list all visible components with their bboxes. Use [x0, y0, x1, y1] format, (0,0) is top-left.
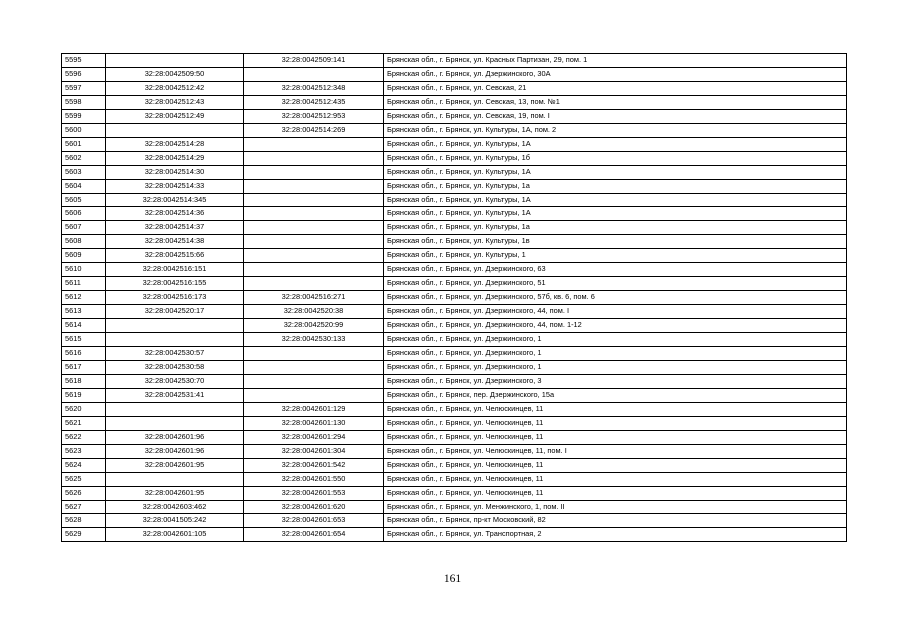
cadastral-number-cell: 32:28:0042515:66 — [106, 249, 244, 263]
table-row — [62, 123, 847, 137]
object-cadastral-number-cell: 32:28:0042514:269 — [244, 123, 384, 137]
row-number-cell: 5618 — [62, 374, 106, 388]
table-row — [62, 277, 847, 291]
cadastral-number-cell: 32:28:0042512:49 — [106, 109, 244, 123]
object-cadastral-number-cell — [244, 277, 384, 291]
table-row — [62, 388, 847, 402]
object-cadastral-number-cell: 32:28:0042601:130 — [244, 416, 384, 430]
cadastral-number-cell: 32:28:0042530:58 — [106, 360, 244, 374]
cadastral-number-cell — [106, 123, 244, 137]
table-row — [62, 458, 847, 472]
row-number-cell: 5624 — [62, 458, 106, 472]
cadastral-number-cell: 32:28:0042601:96 — [106, 430, 244, 444]
address-cell: Брянская обл., г. Брянск, пр-кт Московский, 82 — [384, 514, 847, 528]
cadastral-number-cell — [106, 319, 244, 333]
object-cadastral-number-cell — [244, 249, 384, 263]
cadastral-number-cell: 32:28:0042516:155 — [106, 277, 244, 291]
address-cell: Брянская обл., г. Брянск, ул. Дзержинского, 1 — [384, 347, 847, 361]
cadastral-number-cell — [106, 54, 244, 68]
table-row — [62, 319, 847, 333]
table-row — [62, 347, 847, 361]
table-row — [62, 374, 847, 388]
table-row — [62, 193, 847, 207]
cadastral-number-cell: 32:28:0042514:30 — [106, 165, 244, 179]
address-cell: Брянская обл., г. Брянск, ул. Челюскинцев, 11 — [384, 416, 847, 430]
cadastral-number-cell — [106, 416, 244, 430]
table-row — [62, 514, 847, 528]
table-row — [62, 291, 847, 305]
address-cell: Брянская обл., г. Брянск, ул. Челюскинцев, 11 — [384, 430, 847, 444]
table-row — [62, 235, 847, 249]
object-cadastral-number-cell: 32:28:0042601:294 — [244, 430, 384, 444]
row-number-cell: 5606 — [62, 207, 106, 221]
table-row — [62, 137, 847, 151]
address-cell: Брянская обл., г. Брянск, ул. Культуры, 1А — [384, 207, 847, 221]
object-cadastral-number-cell — [244, 151, 384, 165]
address-cell: Брянская обл., г. Брянск, ул. Культуры, 1в — [384, 235, 847, 249]
object-cadastral-number-cell — [244, 179, 384, 193]
row-number-cell: 5596 — [62, 67, 106, 81]
cadastral-number-cell: 32:28:0042514:36 — [106, 207, 244, 221]
table-row — [62, 444, 847, 458]
cadastral-number-cell — [106, 402, 244, 416]
address-cell: Брянская обл., г. Брянск, ул. Культуры, 1А — [384, 137, 847, 151]
object-cadastral-number-cell: 32:28:0042601:550 — [244, 472, 384, 486]
row-number-cell: 5617 — [62, 360, 106, 374]
address-cell: Брянская обл., г. Брянск, ул. Транспортная, 2 — [384, 528, 847, 542]
table-row — [62, 333, 847, 347]
row-number-cell: 5626 — [62, 486, 106, 500]
cadastral-number-cell: 32:28:0042601:96 — [106, 444, 244, 458]
cadastral-number-cell — [106, 333, 244, 347]
object-cadastral-number-cell: 32:28:0042520:99 — [244, 319, 384, 333]
table-row — [62, 81, 847, 95]
object-cadastral-number-cell: 32:28:0042601:304 — [244, 444, 384, 458]
cadastral-number-cell: 32:28:0042509:50 — [106, 67, 244, 81]
object-cadastral-number-cell: 32:28:0042520:38 — [244, 305, 384, 319]
object-cadastral-number-cell — [244, 263, 384, 277]
address-cell: Брянская обл., г. Брянск, ул. Культуры, 1б — [384, 151, 847, 165]
table-row — [62, 486, 847, 500]
row-number-cell: 5602 — [62, 151, 106, 165]
object-cadastral-number-cell: 32:28:0042512:435 — [244, 95, 384, 109]
cadastral-number-cell: 32:28:0042514:345 — [106, 193, 244, 207]
row-number-cell: 5608 — [62, 235, 106, 249]
table-row — [62, 249, 847, 263]
row-number-cell: 5598 — [62, 95, 106, 109]
address-cell: Брянская обл., г. Брянск, ул. Культуры, 1А — [384, 193, 847, 207]
address-cell: Брянская обл., г. Брянск, ул. Менжинского, 1, пом. II — [384, 500, 847, 514]
cadastral-number-cell: 32:28:0042603:462 — [106, 500, 244, 514]
address-cell: Брянская обл., г. Брянск, ул. Культуры, 1 — [384, 249, 847, 263]
cadastral-number-cell: 32:28:0042514:29 — [106, 151, 244, 165]
row-number-cell: 5625 — [62, 472, 106, 486]
address-cell: Брянская обл., г. Брянск, ул. Дзержинского, 1 — [384, 333, 847, 347]
registry-table — [61, 53, 847, 542]
address-cell: Брянская обл., г. Брянск, ул. Красных Партизан, 29, пом. 1 — [384, 54, 847, 68]
cadastral-number-cell: 32:28:0042520:17 — [106, 305, 244, 319]
table-row — [62, 165, 847, 179]
row-number-cell: 5619 — [62, 388, 106, 402]
address-cell: Брянская обл., г. Брянск, ул. Севская, 21 — [384, 81, 847, 95]
object-cadastral-number-cell: 32:28:0042601:129 — [244, 402, 384, 416]
object-cadastral-number-cell: 32:28:0042601:542 — [244, 458, 384, 472]
cadastral-number-cell: 32:28:0042516:151 — [106, 263, 244, 277]
object-cadastral-number-cell: 32:28:0042516:271 — [244, 291, 384, 305]
object-cadastral-number-cell — [244, 193, 384, 207]
address-cell: Брянская обл., г. Брянск, ул. Дзержинского, 57б, кв. 6, пом. 6 — [384, 291, 847, 305]
address-cell: Брянская обл., г. Брянск, ул. Челюскинцев, 11 — [384, 486, 847, 500]
row-number-cell: 5621 — [62, 416, 106, 430]
row-number-cell: 5612 — [62, 291, 106, 305]
cadastral-number-cell: 32:28:0042530:57 — [106, 347, 244, 361]
cadastral-number-cell: 32:28:0042514:37 — [106, 221, 244, 235]
table-row — [62, 500, 847, 514]
cadastral-number-cell: 32:28:0042601:95 — [106, 486, 244, 500]
table-row — [62, 360, 847, 374]
row-number-cell: 5623 — [62, 444, 106, 458]
row-number-cell: 5601 — [62, 137, 106, 151]
row-number-cell: 5597 — [62, 81, 106, 95]
object-cadastral-number-cell: 32:28:0042601:553 — [244, 486, 384, 500]
table-row — [62, 263, 847, 277]
address-cell: Брянская обл., г. Брянск, ул. Дзержинского, 1 — [384, 360, 847, 374]
object-cadastral-number-cell — [244, 374, 384, 388]
table-row — [62, 109, 847, 123]
object-cadastral-number-cell — [244, 360, 384, 374]
table-row — [62, 416, 847, 430]
cadastral-number-cell: 32:28:0042514:28 — [106, 137, 244, 151]
object-cadastral-number-cell — [244, 137, 384, 151]
address-cell: Брянская обл., г. Брянск, ул. Челюскинцев, 11 — [384, 472, 847, 486]
table-row — [62, 207, 847, 221]
row-number-cell: 5595 — [62, 54, 106, 68]
object-cadastral-number-cell — [244, 207, 384, 221]
row-number-cell: 5604 — [62, 179, 106, 193]
row-number-cell: 5614 — [62, 319, 106, 333]
table-row — [62, 179, 847, 193]
row-number-cell: 5609 — [62, 249, 106, 263]
cadastral-number-cell: 32:28:0042530:70 — [106, 374, 244, 388]
cadastral-number-cell: 32:28:0042601:95 — [106, 458, 244, 472]
table-row — [62, 151, 847, 165]
address-cell: Брянская обл., г. Брянск, ул. Культуры, 1А, пом. 2 — [384, 123, 847, 137]
address-cell: Брянская обл., г. Брянск, ул. Дзержинского, 44, пом. 1-12 — [384, 319, 847, 333]
address-cell: Брянская обл., г. Брянск, ул. Севская, 19, пом. I — [384, 109, 847, 123]
address-cell: Брянская обл., г. Брянск, ул. Культуры, 1А — [384, 165, 847, 179]
object-cadastral-number-cell: 32:28:0042601:620 — [244, 500, 384, 514]
row-number-cell: 5611 — [62, 277, 106, 291]
row-number-cell: 5615 — [62, 333, 106, 347]
object-cadastral-number-cell: 32:28:0042512:953 — [244, 109, 384, 123]
row-number-cell: 5629 — [62, 528, 106, 542]
row-number-cell: 5599 — [62, 109, 106, 123]
object-cadastral-number-cell — [244, 67, 384, 81]
table-row — [62, 402, 847, 416]
row-number-cell: 5607 — [62, 221, 106, 235]
object-cadastral-number-cell: 32:28:0042509:141 — [244, 54, 384, 68]
table-row — [62, 95, 847, 109]
object-cadastral-number-cell: 32:28:0042512:348 — [244, 81, 384, 95]
row-number-cell: 5613 — [62, 305, 106, 319]
row-number-cell: 5616 — [62, 347, 106, 361]
object-cadastral-number-cell — [244, 347, 384, 361]
cadastral-number-cell: 32:28:0042601:105 — [106, 528, 244, 542]
cadastral-number-cell: 32:28:0042531:41 — [106, 388, 244, 402]
cadastral-number-cell: 32:28:0042516:173 — [106, 291, 244, 305]
cadastral-number-cell: 32:28:0042514:33 — [106, 179, 244, 193]
object-cadastral-number-cell: 32:28:0042601:653 — [244, 514, 384, 528]
row-number-cell: 5622 — [62, 430, 106, 444]
table-row — [62, 430, 847, 444]
cadastral-number-cell: 32:28:0042514:38 — [106, 235, 244, 249]
table-row — [62, 67, 847, 81]
table-row — [62, 54, 847, 68]
object-cadastral-number-cell — [244, 165, 384, 179]
address-cell: Брянская обл., г. Брянск, пер. Дзержинского, 15а — [384, 388, 847, 402]
address-cell: Брянская обл., г. Брянск, ул. Челюскинцев, 11, пом. I — [384, 444, 847, 458]
registry-table-body — [62, 54, 847, 542]
row-number-cell: 5620 — [62, 402, 106, 416]
object-cadastral-number-cell — [244, 388, 384, 402]
address-cell: Брянская обл., г. Брянск, ул. Дзержинского, 51 — [384, 277, 847, 291]
address-cell: Брянская обл., г. Брянск, ул. Дзержинского, 30А — [384, 67, 847, 81]
cadastral-number-cell: 32:28:0042512:42 — [106, 81, 244, 95]
table-row — [62, 305, 847, 319]
cadastral-number-cell — [106, 472, 244, 486]
row-number-cell: 5628 — [62, 514, 106, 528]
object-cadastral-number-cell — [244, 235, 384, 249]
address-cell: Брянская обл., г. Брянск, ул. Челюскинцев, 11 — [384, 458, 847, 472]
address-cell: Брянская обл., г. Брянск, ул. Культуры, 1а — [384, 221, 847, 235]
address-cell: Брянская обл., г. Брянск, ул. Дзержинского, 44, пом. I — [384, 305, 847, 319]
object-cadastral-number-cell: 32:28:0042601:654 — [244, 528, 384, 542]
cadastral-number-cell: 32:28:0041505:242 — [106, 514, 244, 528]
address-cell: Брянская обл., г. Брянск, ул. Дзержинского, 63 — [384, 263, 847, 277]
table-row — [62, 221, 847, 235]
table-row — [62, 528, 847, 542]
object-cadastral-number-cell: 32:28:0042530:133 — [244, 333, 384, 347]
row-number-cell: 5600 — [62, 123, 106, 137]
address-cell: Брянская обл., г. Брянск, ул. Севская, 13, пом. №1 — [384, 95, 847, 109]
address-cell: Брянская обл., г. Брянск, ул. Культуры, 1а — [384, 179, 847, 193]
row-number-cell: 5610 — [62, 263, 106, 277]
page-number: 161 — [443, 573, 462, 585]
row-number-cell: 5605 — [62, 193, 106, 207]
address-cell: Брянская обл., г. Брянск, ул. Дзержинского, 3 — [384, 374, 847, 388]
object-cadastral-number-cell — [244, 221, 384, 235]
table-row — [62, 472, 847, 486]
address-cell: Брянская обл., г. Брянск, ул. Челюскинцев, 11 — [384, 402, 847, 416]
row-number-cell: 5627 — [62, 500, 106, 514]
cadastral-number-cell: 32:28:0042512:43 — [106, 95, 244, 109]
row-number-cell: 5603 — [62, 165, 106, 179]
